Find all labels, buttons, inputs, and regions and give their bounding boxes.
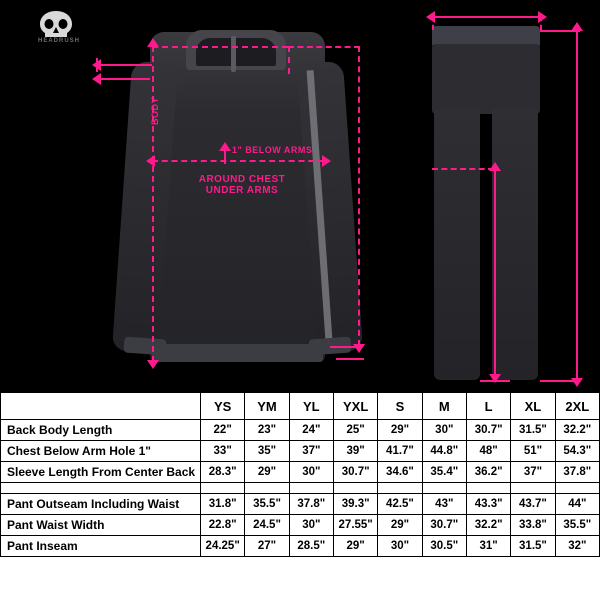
cell: 30" xyxy=(422,420,466,441)
sleeve-length-measure-line-2 xyxy=(100,78,150,80)
spacer-cell xyxy=(422,483,466,494)
spacer-cell xyxy=(1,483,201,494)
spacer-cell xyxy=(245,483,289,494)
sleeve-length-arrow-left xyxy=(92,59,101,71)
table-row xyxy=(1,494,600,515)
table-header-row xyxy=(1,393,600,420)
sleeve-length-arrow-left-2 xyxy=(92,73,101,85)
spacer-cell xyxy=(511,483,555,494)
cell: 27.55" xyxy=(333,515,377,536)
cell: 32.2" xyxy=(466,515,510,536)
size-header-l: L xyxy=(466,393,510,420)
table-row xyxy=(1,515,600,536)
cell: 37" xyxy=(511,462,555,483)
cell: 41.7" xyxy=(378,441,422,462)
cell: 43.3" xyxy=(466,494,510,515)
body-length-dashed-line xyxy=(152,46,154,362)
chest-arrow-left xyxy=(146,155,155,167)
cell: 35.5" xyxy=(245,494,289,515)
pants-left-leg xyxy=(434,108,480,380)
cell: 28.5" xyxy=(289,536,333,557)
outseam-measure-line xyxy=(576,30,578,380)
cell: 22.8" xyxy=(201,515,245,536)
table-row xyxy=(1,441,600,462)
cell: 30" xyxy=(289,515,333,536)
cell: 28.3" xyxy=(201,462,245,483)
spacer-cell xyxy=(289,483,333,494)
cell: 30.7" xyxy=(422,515,466,536)
cell: 42.5" xyxy=(378,494,422,515)
measurement-column-header xyxy=(1,393,201,420)
cell: 23" xyxy=(245,420,289,441)
row-label-chest-below-arm-hole: Chest Below Arm Hole 1" xyxy=(1,441,201,462)
cell: 31.5" xyxy=(511,536,555,557)
cell: 37.8" xyxy=(289,494,333,515)
cell: 35.4" xyxy=(422,462,466,483)
size-header-xl: XL xyxy=(511,393,555,420)
brand-name: HEADRUSH xyxy=(37,38,80,44)
cell: 33.8" xyxy=(511,515,555,536)
sleeve-bottom-tick-2 xyxy=(336,358,364,360)
waist-width-tick-left xyxy=(432,16,434,30)
cell: 35.5" xyxy=(555,515,599,536)
row-label-sleeve-length: Sleeve Length From Center Back xyxy=(1,462,201,483)
chest-arrow-right xyxy=(322,155,331,167)
table-row xyxy=(1,462,600,483)
outseam-bottom-tick xyxy=(540,380,580,382)
row-label-pant-waist-width: Pant Waist Width xyxy=(1,515,201,536)
table-row xyxy=(1,536,600,557)
cell: 30.5" xyxy=(422,536,466,557)
spacer-cell xyxy=(378,483,422,494)
size-header-s: S xyxy=(378,393,422,420)
below-arms-tick xyxy=(224,150,226,164)
cell: 24" xyxy=(289,420,333,441)
around-chest-label: AROUND CHEST xyxy=(198,174,286,185)
cell: 33" xyxy=(201,441,245,462)
skull-logo-icon xyxy=(36,10,76,38)
cell: 31.8" xyxy=(201,494,245,515)
cell: 39.3" xyxy=(333,494,377,515)
size-header-ym: YM xyxy=(245,393,289,420)
shoulder-reference-line xyxy=(152,46,288,48)
cell: 31.5" xyxy=(511,420,555,441)
cell: 29" xyxy=(245,462,289,483)
size-table xyxy=(0,392,600,557)
size-header-yl: YL xyxy=(289,393,333,420)
size-table-container xyxy=(0,392,600,600)
cell: 22" xyxy=(201,420,245,441)
cell: 27" xyxy=(245,536,289,557)
inseam-measure-line xyxy=(494,170,496,376)
cell: 24.5" xyxy=(245,515,289,536)
cell: 44" xyxy=(555,494,599,515)
cell: 37" xyxy=(289,441,333,462)
cell: 25" xyxy=(333,420,377,441)
body-length-arrow-bottom xyxy=(147,360,159,369)
row-label-pant-inseam: Pant Inseam xyxy=(1,536,201,557)
cell: 29" xyxy=(333,536,377,557)
waist-width-measure-line xyxy=(432,16,540,18)
body-label: BODY xyxy=(150,96,160,125)
row-label-back-body-length: Back Body Length xyxy=(1,420,201,441)
spacer-cell xyxy=(466,483,510,494)
cell: 54.3" xyxy=(555,441,599,462)
cell: 30" xyxy=(378,536,422,557)
cell: 43.7" xyxy=(511,494,555,515)
sleeve-length-measure-line xyxy=(96,64,152,66)
under-arms-label: UNDER ARMS xyxy=(205,185,279,196)
cell: 37.8" xyxy=(555,462,599,483)
cell: 43" xyxy=(422,494,466,515)
cell: 30.7" xyxy=(466,420,510,441)
table-row xyxy=(1,420,600,441)
cell: 32.2" xyxy=(555,420,599,441)
cell: 29" xyxy=(378,420,422,441)
cell: 48" xyxy=(466,441,510,462)
spacer-cell xyxy=(555,483,599,494)
jacket-zipper xyxy=(231,36,236,72)
cell: 35" xyxy=(245,441,289,462)
waist-width-tick-right xyxy=(540,16,542,30)
cell: 34.6" xyxy=(378,462,422,483)
sleeve-arrow-bottom xyxy=(353,344,365,353)
pants-hip xyxy=(432,44,540,114)
jacket-hem xyxy=(152,344,323,362)
jacket-collar-inner xyxy=(196,38,276,66)
below-arms-arrow xyxy=(219,142,231,151)
cell: 44.8" xyxy=(422,441,466,462)
below-arms-label: 1" BELOW ARMS xyxy=(232,145,313,155)
size-header-ys: YS xyxy=(201,393,245,420)
spacer-cell xyxy=(333,483,377,494)
chest-measure-dashed-line xyxy=(152,160,324,162)
cell: 30" xyxy=(289,462,333,483)
center-back-tick xyxy=(288,46,290,74)
row-label-pant-outseam: Pant Outseam Including Waist xyxy=(1,494,201,515)
size-header-m: M xyxy=(422,393,466,420)
cell: 24.25" xyxy=(201,536,245,557)
size-header-2xl: 2XL xyxy=(555,393,599,420)
brand-logo xyxy=(14,10,104,56)
cell: 29" xyxy=(378,515,422,536)
pants-right-leg xyxy=(492,108,538,380)
cell: 32" xyxy=(555,536,599,557)
cell: 39" xyxy=(333,441,377,462)
sleeve-right-vertical xyxy=(358,46,360,346)
size-header-yxl: YXL xyxy=(333,393,377,420)
cell: 31" xyxy=(466,536,510,557)
cell: 30.7" xyxy=(333,462,377,483)
outseam-top-tick xyxy=(540,30,580,32)
crotch-reference-line xyxy=(432,168,494,170)
spacer-cell xyxy=(201,483,245,494)
table-spacer-row xyxy=(1,483,600,494)
cell: 51" xyxy=(511,441,555,462)
inseam-bottom-tick xyxy=(480,380,510,382)
sleeve-from-center-back-line xyxy=(288,46,360,48)
cell: 36.2" xyxy=(466,462,510,483)
